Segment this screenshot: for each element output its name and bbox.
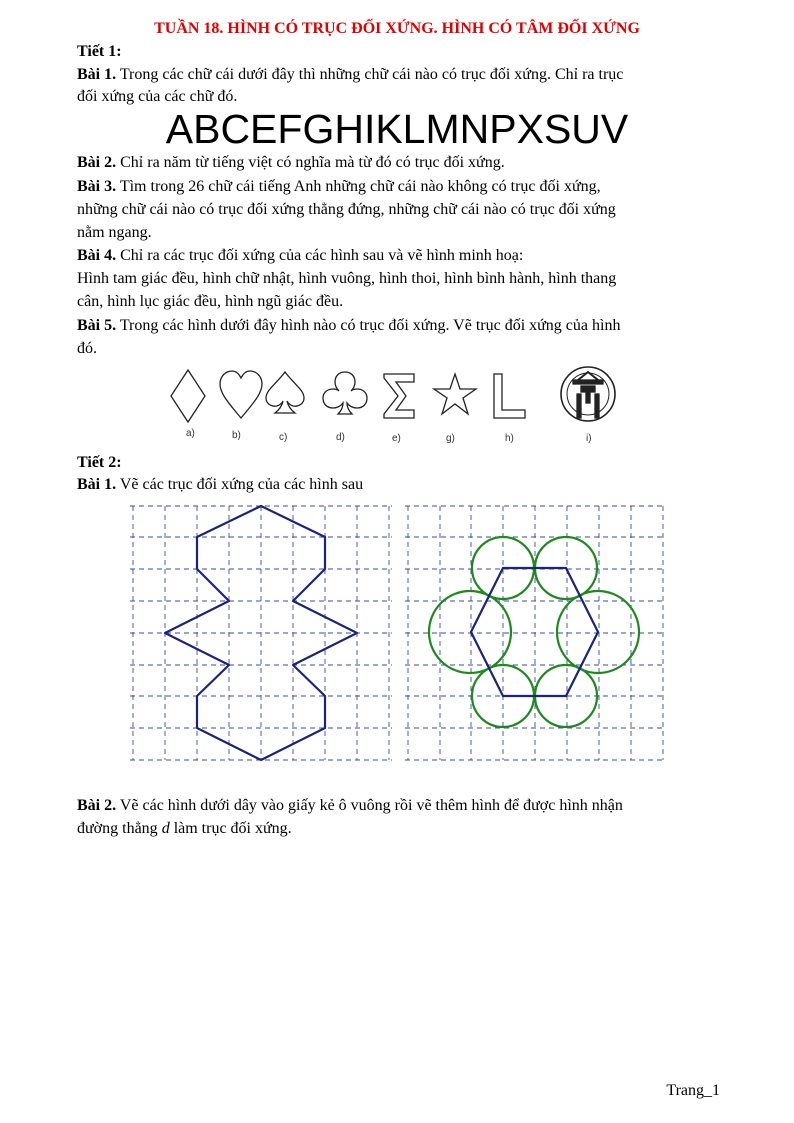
page-number: Trang_1: [666, 1082, 720, 1099]
emblem-icon: [561, 367, 615, 421]
tiet2-exercise-1: [77, 474, 722, 496]
exercise-4-line-3: cân, hình lục giác đều, hình ngũ giác đều.: [77, 293, 344, 310]
grid-figures: [0, 496, 794, 776]
caption-d: d): [336, 432, 345, 443]
caption-h: h): [505, 433, 514, 444]
l-shape-icon: [494, 374, 525, 418]
worksheet-title: TUẦN 18. HÌNH CÓ TRỤC ĐỐI XỨNG. HÌNH CÓ TÂM ĐỐI XỨNG: [154, 20, 640, 37]
club-icon: [323, 372, 367, 414]
exercise-5-line-1: [77, 315, 722, 337]
caption-b: b): [232, 430, 241, 441]
green-circles: [429, 537, 639, 727]
alphabet-letters: ABCEFGHIKLMNPXSUV: [165, 106, 629, 152]
tiet2-exercise-2-line-2: [77, 818, 722, 840]
exercise-text: Trong các hình dưới đây hình nào có trục đối xứng. Vẽ trục đối xứng của hình: [116, 317, 621, 334]
exercise-3-line-1: [77, 176, 722, 198]
caption-c: c): [279, 432, 288, 443]
star-icon: [434, 374, 476, 414]
sigma-icon: [384, 374, 414, 418]
exercise-label: Bài 1.: [77, 476, 117, 493]
spade-icon: [266, 372, 304, 413]
line-text-end: làm trục đối xứng.: [169, 820, 292, 837]
exercise-text: Tìm trong 26 chữ cái tiếng Anh những chữ cái nào không có trục đối xứng,: [116, 178, 601, 195]
exercise-text: Chỉ ra năm từ tiếng việt có nghĩa mà từ đó có trục đối xứng.: [116, 154, 505, 171]
hexagon: [471, 568, 598, 696]
exercise-text: Chỉ ra các trục đối xứng của các hình sau và vẽ hình minh hoạ:: [116, 247, 524, 264]
exercise-label: Bài 2.: [77, 797, 117, 814]
exercise-text: Trong các chữ cái dưới đây thì những chữ cái nào có trục đối xứng. Chỉ ra trục: [116, 66, 624, 83]
line-d-symbol: d: [161, 820, 170, 837]
exercise-5-line-2: đó.: [77, 340, 97, 357]
diamond-icon: [171, 370, 205, 422]
exercise-4-line-1: [77, 245, 722, 267]
exercise-label: Bài 4.: [77, 247, 117, 264]
exercise-3-line-2: những chữ cái nào có trục đối xứng thẳng đứng, những chữ cái nào có trục đối xứng: [77, 201, 616, 218]
exercise-1-line-1: [77, 64, 722, 86]
exercise-label: Bài 5.: [77, 317, 117, 334]
tiet2-exercise-2-line-1: [77, 795, 722, 817]
line-text: đường thẳng: [77, 820, 162, 837]
left-grid: [130, 506, 392, 760]
exercise-text: Vẽ các hình dưới dây vào giấy kẻ ô vuông rồi vẽ thêm hình để được hình nhận: [116, 797, 623, 814]
heart-icon: [220, 371, 262, 418]
caption-a: a): [186, 428, 195, 439]
exercise-2: [77, 152, 722, 174]
section-heading-text: Tiết 1:: [77, 43, 122, 60]
caption-e: e): [392, 433, 401, 444]
caption-i: i): [586, 433, 592, 444]
right-grid: [405, 506, 666, 760]
exercise-text: Vẽ các trục đối xứng của các hình sau: [116, 476, 364, 493]
section-heading-tiet-2: [77, 452, 722, 474]
section-heading-tiet-1: [77, 41, 722, 63]
exercise-1-line-2: đối xứng của các chữ đó.: [77, 88, 238, 105]
exercise-label: Bài 2.: [77, 154, 117, 171]
caption-g: g): [446, 433, 455, 444]
exercise-label: Bài 1.: [77, 66, 117, 83]
exercise-3-line-3: nằm ngang.: [77, 224, 152, 241]
exercise-label: Bài 3.: [77, 178, 117, 195]
exercise-4-line-2: Hình tam giác đều, hình chữ nhật, hình vuông, hình thoi, hình bình hành, hình thang: [77, 270, 617, 287]
section-heading-text: Tiết 2:: [77, 454, 122, 471]
